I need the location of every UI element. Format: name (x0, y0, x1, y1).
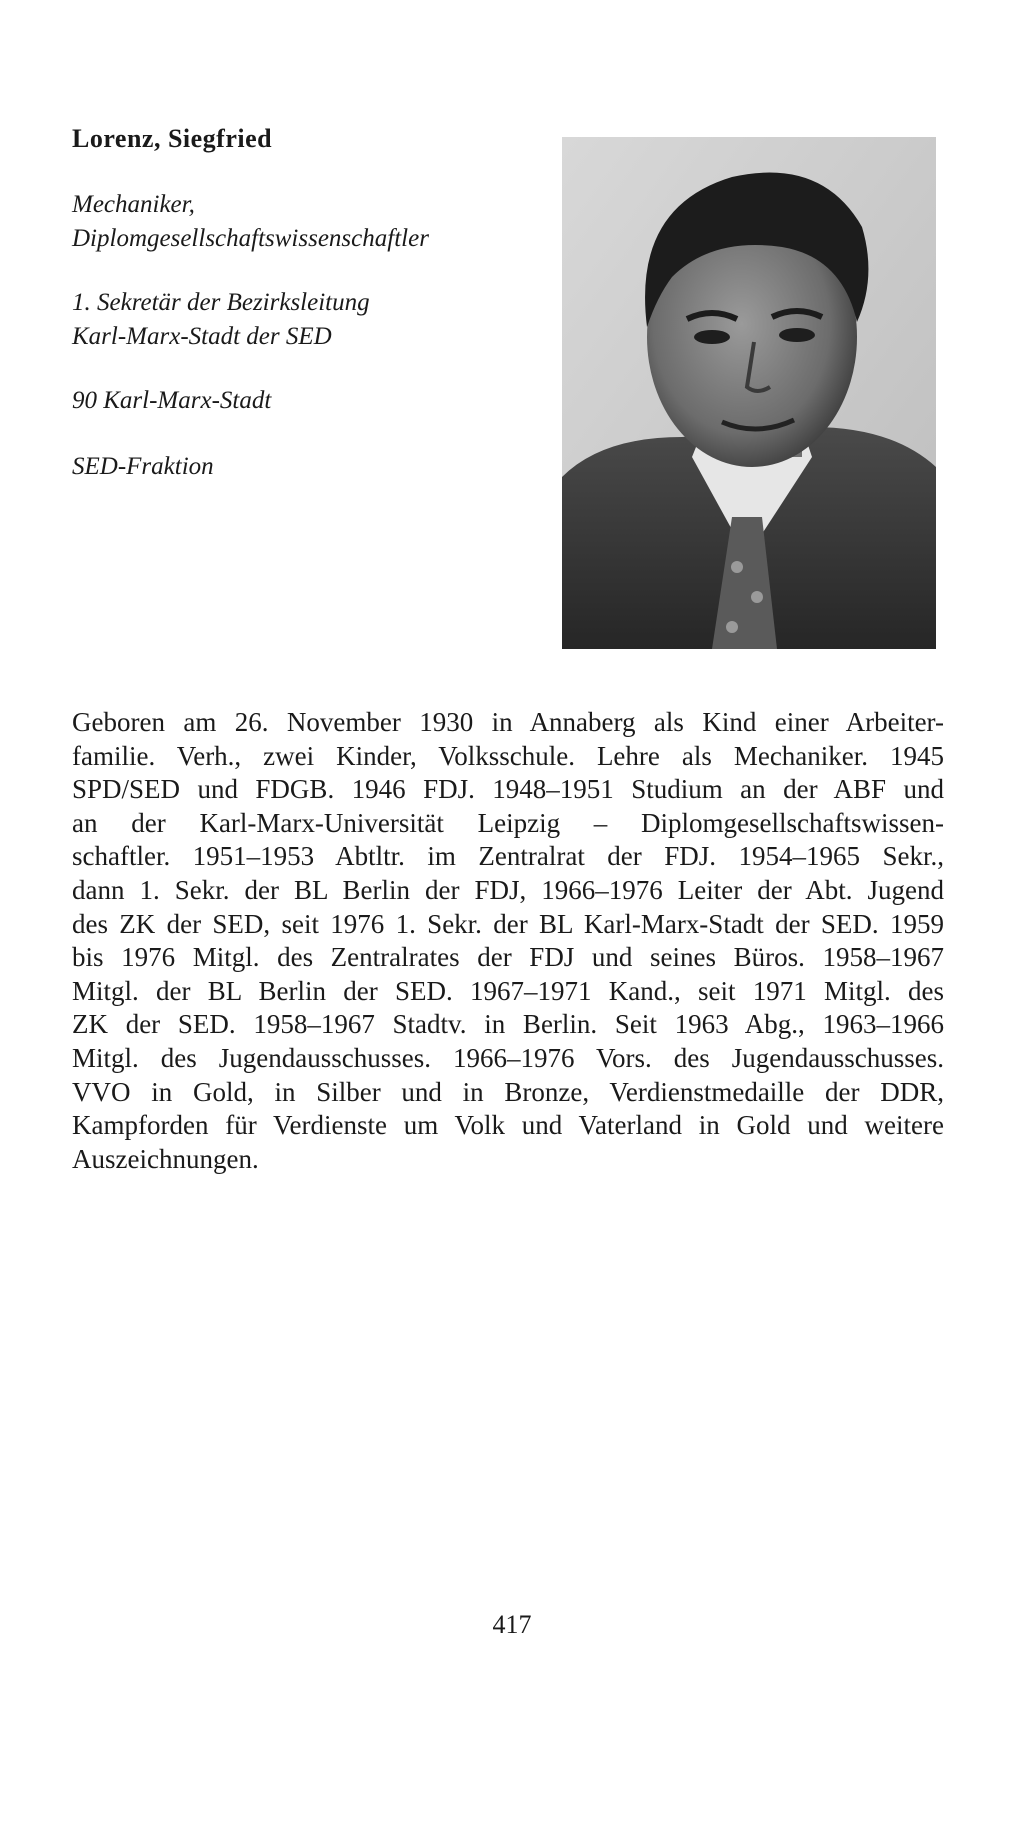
biography-line: familie. Verh., zwei Kinder, Volksschule. Lehre als Mechaniker. 1945 (72, 740, 944, 771)
biography-line: bis 1976 Mitgl. des Zentralrates der FDJ und seines Büros. 1958–1967 (72, 942, 944, 973)
position-line: Karl-Marx-Stadt der SED (72, 323, 332, 350)
person-name: Lorenz, Siegfried (72, 124, 273, 153)
biography-line: Mitgl. des Jugendausschusses. 1966–1976 Vors. des Jugendausschusses. (72, 1042, 944, 1073)
biography-line: SPD/SED und FDGB. 1946 FDJ. 1948–1951 Studium an der ABF und (72, 774, 944, 805)
position-line: 1. Sekretär der Bezirksleitung (72, 289, 370, 316)
occupation-line: Diplomgesellschaftswissenschaftler (72, 225, 429, 252)
page-number: 417 (492, 1610, 532, 1639)
biography-line: Mitgl. der BL Berlin der SED. 1967–1971 Kand., seit 1971 Mitgl. des (72, 975, 944, 1006)
position (72, 286, 370, 354)
biography-line: Auszeichnungen. (72, 1143, 259, 1174)
address: 90 Karl-Marx-Stadt (72, 387, 272, 414)
biography-line: ZK der SED. 1958–1967 Stadtv. in Berlin. Seit 1963 Abg., 1963–1966 (72, 1009, 944, 1040)
biography-line: schaftler. 1951–1953 Abtltr. im Zentralrat der FDJ. 1954–1965 Sekr., (72, 841, 944, 872)
biography (72, 706, 944, 1176)
biography-line: des ZK der SED, seit 1976 1. Sekr. der BL Karl-Marx-Stadt der SED. 1959 (72, 908, 944, 939)
biography-line: Geboren am 26. November 1930 in Annaberg als Kind einer Arbeiter- (72, 707, 944, 737)
biography-line: VVO in Gold, in Silber und in Bronze, Verdienstmedaille der DDR, (72, 1076, 944, 1107)
faction: SED-Fraktion (72, 453, 214, 480)
portrait-photo (562, 137, 936, 649)
biography-line: dann 1. Sekr. der BL Berlin der FDJ, 1966–1976 Leiter der Abt. Jugend (72, 874, 944, 905)
biography-line: an der Karl-Marx-Universität Leipzig – Diplomgesellschaftswissen- (72, 807, 944, 838)
biography-line: Kampforden für Verdienste um Volk und Vaterland in Gold und weitere (72, 1110, 944, 1141)
occupation (72, 188, 429, 256)
occupation-line: Mechaniker, (72, 191, 195, 218)
